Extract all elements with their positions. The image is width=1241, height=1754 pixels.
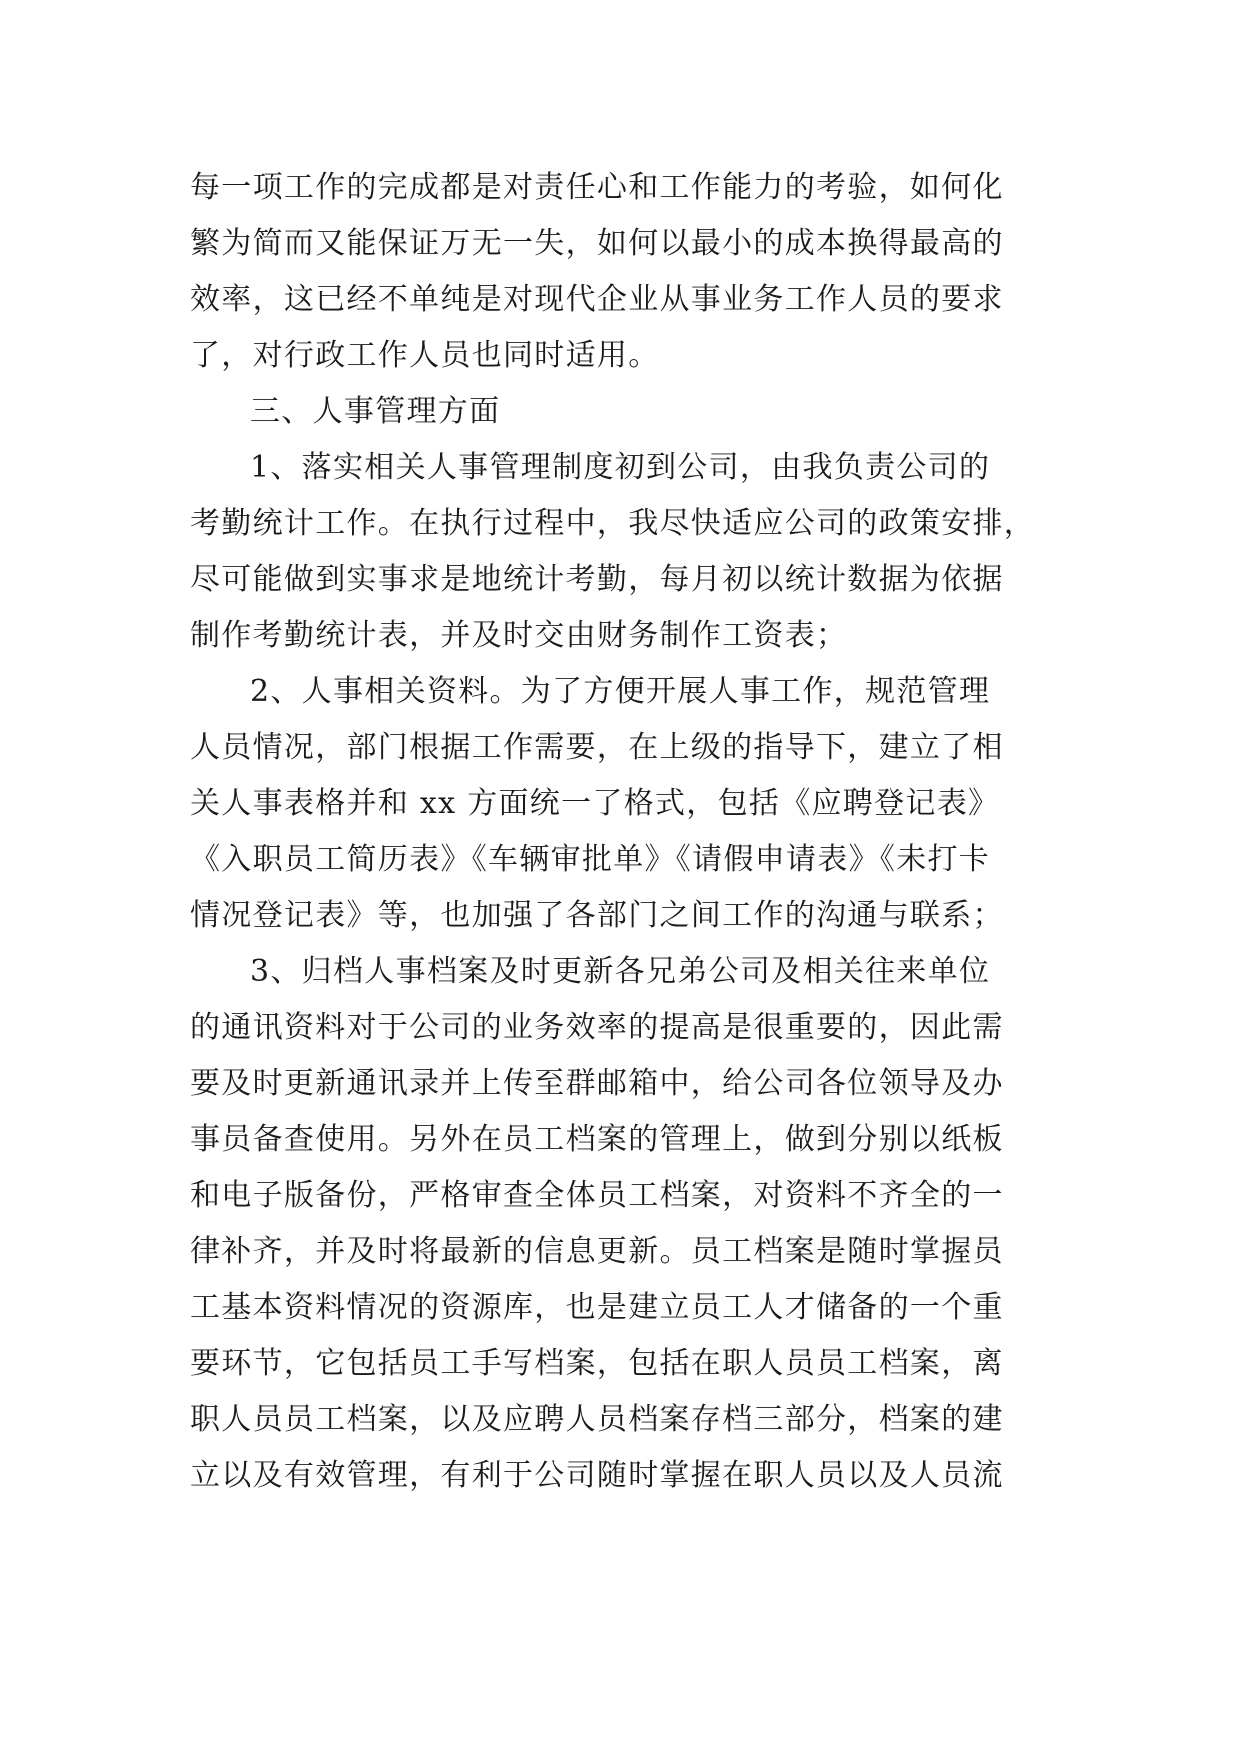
paragraph-line: 工基本资料情况的资源库，也是建立员工人才储备的一个重 xyxy=(190,1290,1004,1325)
paragraph-line: 考勤统计工作。在执行过程中，我尽快适应公司的政策安排， xyxy=(190,506,1036,541)
paragraph-line: 制作考勤统计表，并及时交由财务制作工资表； xyxy=(190,618,848,653)
paragraph-line: 效率，这已经不单纯是对现代企业从事业务工作人员的要求 xyxy=(190,282,1004,317)
paragraph-line: 2、人事相关资料。为了方便开展人事工作，规范管理 xyxy=(250,674,991,709)
paragraph-line: 人员情况，部门根据工作需要，在上级的指导下，建立了相 xyxy=(190,730,1004,765)
paragraph-intro xyxy=(190,160,1052,384)
section-heading: 三、人事管理方面 xyxy=(250,394,501,429)
paragraph-line: 事员备查使用。另外在员工档案的管理上，做到分别以纸板 xyxy=(190,1122,1004,1157)
paragraph-line: 了，对行政工作人员也同时适用。 xyxy=(190,338,660,373)
paragraph-line: 关人事表格并和 xx 方面统一了格式，包括《应聘登记表》 xyxy=(190,786,1000,821)
paragraph-line: 1、落实相关人事管理制度初到公司，由我负责公司的 xyxy=(250,450,991,485)
paragraph-line: 职人员员工档案，以及应聘人员档案存档三部分，档案的建 xyxy=(190,1402,1004,1437)
paragraph-line: 繁为简而又能保证万无一失，如何以最小的成本换得最高的 xyxy=(190,226,1004,261)
paragraph-item-2 xyxy=(190,664,1052,944)
document-page xyxy=(190,160,1052,1504)
paragraph-line: 情况登记表》等，也加强了各部门之间工作的沟通与联系； xyxy=(190,898,1004,933)
paragraph-line: 律补齐，并及时将最新的信息更新。员工档案是随时掌握员 xyxy=(190,1234,1004,1269)
paragraph-line: 3、归档人事档案及时更新各兄弟公司及相关往来单位 xyxy=(250,954,991,989)
paragraph-line: 的通讯资料对于公司的业务效率的提高是很重要的，因此需 xyxy=(190,1010,1004,1045)
paragraph-line: 《入职员工简历表》《车辆审批单》《请假申请表》《未打卡 xyxy=(190,842,991,877)
paragraph-line: 立以及有效管理，有利于公司随时掌握在职人员以及人员流 xyxy=(190,1458,1004,1493)
paragraph-line: 和电子版备份，严格审查全体员工档案，对资料不齐全的一 xyxy=(190,1178,1004,1213)
paragraph-item-1 xyxy=(190,440,1052,664)
paragraph-line: 要及时更新通讯录并上传至群邮箱中，给公司各位领导及办 xyxy=(190,1066,1004,1101)
paragraph-item-3 xyxy=(190,944,1052,1504)
paragraph-line: 每一项工作的完成都是对责任心和工作能力的考验，如何化 xyxy=(190,170,1004,205)
paragraph-line: 尽可能做到实事求是地统计考勤，每月初以统计数据为依据 xyxy=(190,562,1004,597)
paragraph-line: 要环节，它包括员工手写档案，包括在职人员员工档案，离 xyxy=(190,1346,1004,1381)
